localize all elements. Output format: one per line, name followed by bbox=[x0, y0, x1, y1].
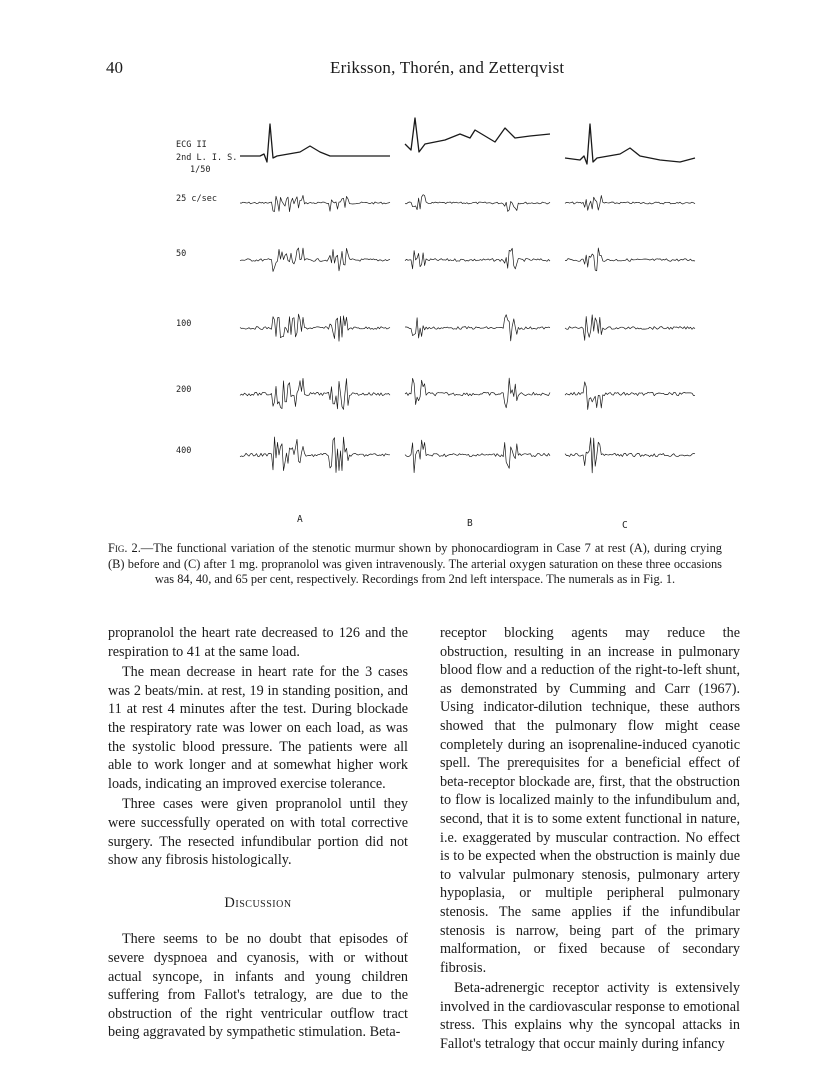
ecg-trace-c bbox=[565, 124, 695, 164]
paragraph: The mean decrease in heart rate for the 3 cases was 2 beats/min. at rest, 19 in standing position, and 11 at rest 4 minutes after the test. During blockade the respiratory rate was lower on each load, as was the systolic blood pressure. The patients were all able to work longer and at somewhat higher work loads, indicating an improved exercise tolerance. bbox=[108, 664, 408, 792]
phono-trace-row5-a bbox=[240, 437, 390, 473]
phono-trace-row4-b bbox=[405, 378, 550, 408]
caption-text: —The functional variation of the stenotic murmur shown by phonocardiogram in Case 7 at rest (A), during crying (B) before and (C) after 1 mg. propranolol was given intravenously. The arterial oxygen saturation on these three occasions was 84, 40, and 65 per cent, respectively. Recordings from 2nd left interspace. The numerals as in Fig. 1. bbox=[108, 541, 722, 587]
section-heading-discussion: Discussion bbox=[224, 894, 292, 911]
row-label-50: 50 bbox=[176, 249, 187, 259]
phono-trace-row4-c bbox=[565, 382, 695, 410]
phono-trace-row4-a bbox=[240, 378, 390, 409]
paragraph: Beta-adrenergic receptor activity is extensively involved in the cardiovascular response to emotional stress. This explains why the syncopal attacks in Fallot's tetralogy that occur mainly during infancy bbox=[440, 980, 740, 1053]
running-head: Eriksson, Thorén, and Zetterqvist bbox=[330, 58, 565, 77]
paragraph: Three cases were given propranolol until they were successfully operated on with total corrective surgery. The resected infundibular portion did not show any fibrosis histologically. bbox=[108, 796, 408, 869]
panel-label-b: B bbox=[467, 518, 473, 529]
panel-label-c: C bbox=[622, 520, 628, 531]
phonocardiogram-traces bbox=[160, 100, 740, 540]
figure-caption bbox=[108, 541, 722, 588]
row-label-200: 200 bbox=[176, 385, 192, 395]
paragraph: propranolol the heart rate decreased to 126 and the respiration to 41 at the same load. bbox=[108, 625, 408, 660]
row-label-site: 2nd L. I. S. bbox=[176, 153, 238, 163]
row-label-scale: 1/50 bbox=[190, 165, 211, 175]
ecg-trace-a bbox=[240, 124, 390, 162]
caption-label: Fig. 2. bbox=[108, 541, 141, 555]
phono-trace-row5-c bbox=[565, 438, 695, 473]
row-label-ecg: ECG II bbox=[176, 140, 207, 150]
phono-trace-row1-c bbox=[565, 196, 695, 211]
phono-trace-row2-c bbox=[565, 248, 695, 271]
phono-trace-row5-b bbox=[405, 440, 550, 473]
phono-trace-row2-b bbox=[405, 248, 550, 269]
phono-trace-row3-c bbox=[565, 315, 695, 341]
paragraph: There seems to be no doubt that episodes of severe dyspnoea and cyanosis, with or without actual syncope, in infants and young children suffering from Fallot's tetralogy, are due to the obstruction of the right ventricular outflow tract being aggravated by sympathetic stimulation. Beta- bbox=[108, 931, 408, 1041]
row-label-25: 25 c/sec bbox=[176, 194, 217, 204]
phono-trace-row2-a bbox=[240, 248, 390, 272]
panel-label-a: A bbox=[297, 514, 303, 525]
left-column bbox=[108, 624, 408, 1042]
right-column bbox=[440, 624, 740, 1054]
phono-trace-row3-a bbox=[240, 314, 390, 341]
row-label-100: 100 bbox=[176, 319, 192, 329]
phonocardiogram-figure bbox=[160, 100, 740, 540]
phono-trace-row1-b bbox=[405, 195, 550, 212]
ecg-trace-b bbox=[405, 118, 550, 152]
phono-trace-row3-b bbox=[405, 315, 550, 341]
page-number: 40 bbox=[106, 58, 123, 77]
phono-trace-row1-a bbox=[240, 195, 390, 211]
row-label-400: 400 bbox=[176, 446, 192, 456]
paragraph: receptor blocking agents may reduce the obstruction, resulting in an increase in pulmonary blood flow and a reduction of the right-to-left shunt, as demonstrated by Cumming and Carr (1967). Using indicator-dilution technique, these authors showed that the pulmonary flow might cease completely during an isoprenaline-induced cyanotic spell. The prerequisites for a beneficial effect of beta-receptor blockade are, first, that the obstruction to flow is localized mainly to the infundibulum and, second, that it is to some extent functional in nature, i.e. exaggerated by muscular contraction. No effect is to be expected when the obstruction is mainly due to valvular pulmonary stenosis, pulmonary artery hypoplasia, or multiple peripheral pulmonary stenosis. The same applies if the infundibular stenosis is narrow, being part of the primary malformation, or fixed because of secondary fibrosis. bbox=[440, 625, 740, 976]
